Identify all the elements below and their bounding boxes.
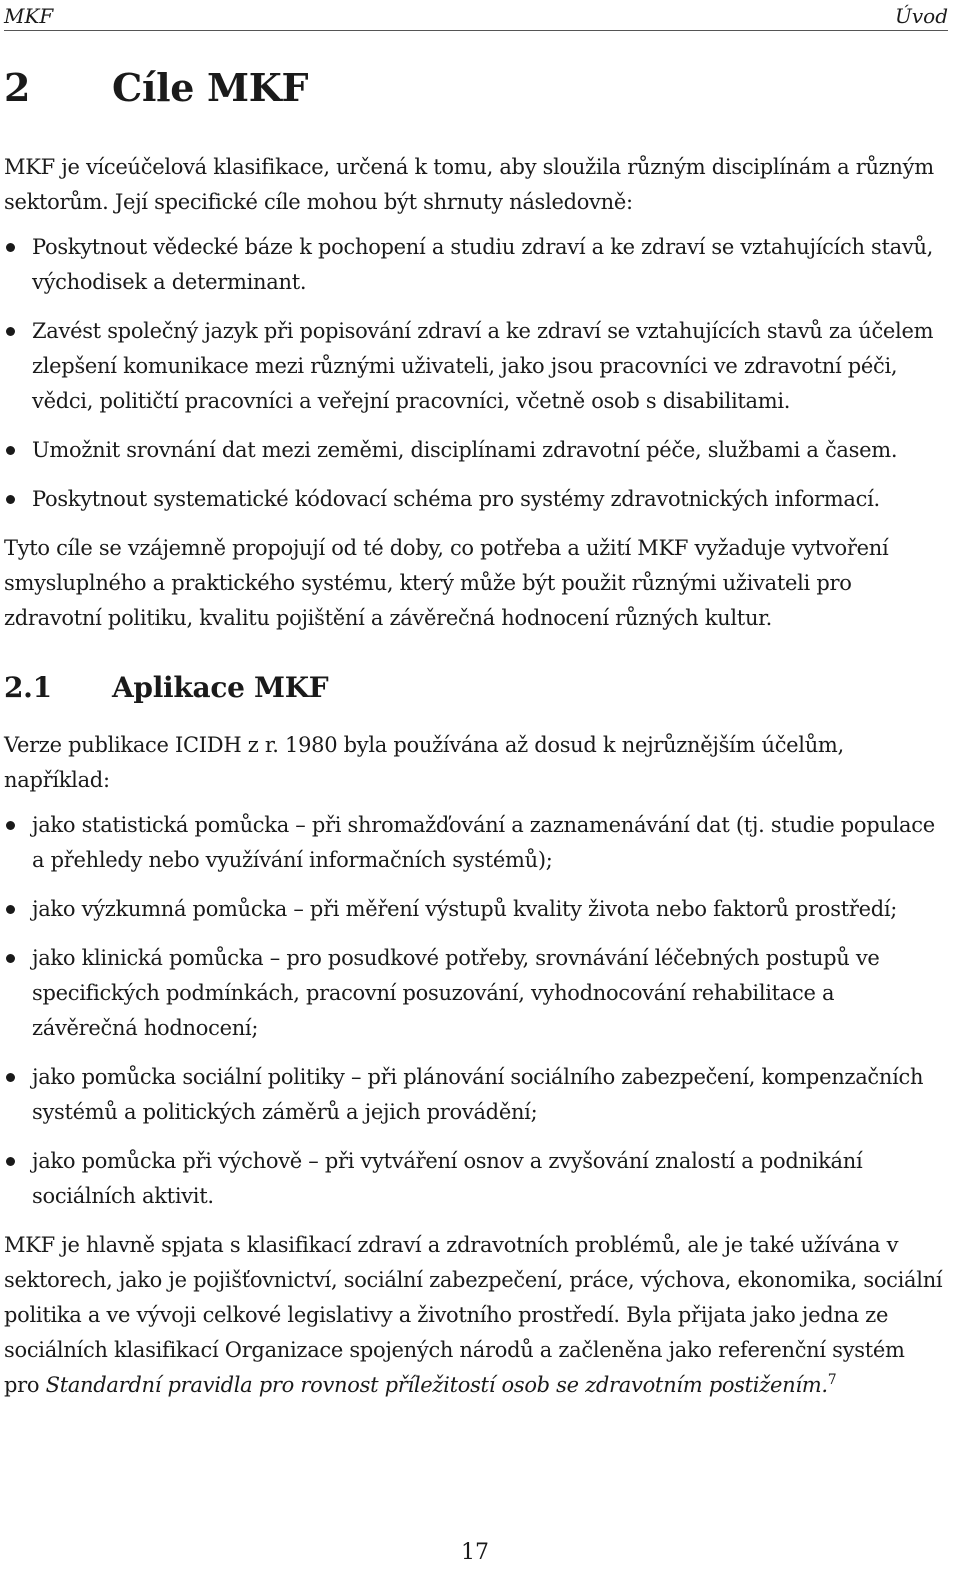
bullet-icon: [6, 446, 15, 455]
bullet-icon: [6, 495, 15, 504]
subsection-heading: [4, 666, 944, 710]
closing-italic-title: Standardní pravidla pro rovnost příležitostí osob se zdravotním postižením.: [45, 1373, 828, 1397]
subsection-title: Aplikace MKF: [112, 671, 329, 704]
running-header: [4, 4, 948, 31]
section-heading: [4, 60, 944, 116]
list-item: [4, 1144, 944, 1214]
section-number: 2: [4, 65, 31, 110]
list-item: [4, 1060, 944, 1130]
bullet-icon: [6, 905, 15, 914]
list-item: [4, 433, 944, 468]
bullet-icon: [6, 1157, 15, 1166]
list-item: [4, 482, 944, 517]
page-content: [4, 60, 944, 1413]
list-item-text: jako statistická pomůcka – při shromažďování a zaznamenávání dat (tj. studie populace a přehledy nebo využívání informačních systémů);: [32, 813, 935, 872]
list-item-text: Zavést společný jazyk při popisování zdraví a ke zdraví se vztahujících stavů za účelem zlepšení komunikace mezi různými uživateli, jako jsou pracovníci ve zdravotní péči, vědci, političtí pracovníci a veřejní pracovníci, včetně osob s disabilitami.: [32, 319, 934, 413]
section-goals-list: [4, 230, 944, 517]
header-right: Úvod: [895, 4, 948, 28]
section-title: Cíle MKF: [112, 65, 309, 110]
section-closing: Tyto cíle se vzájemně propojují od té doby, co potřeba a užití MKF vyžaduje vytvoření smysluplného a praktického systému, který může být použit různými uživateli pro zdravotní politiku, kvalitu pojištění a závěrečná hodnocení různých kultur.: [4, 536, 889, 630]
bullet-icon: [6, 327, 15, 336]
list-item-text: jako pomůcka při výchově – při vytváření osnov a zvyšování znalostí a podnikání sociálních aktivit.: [32, 1149, 863, 1208]
list-item: [4, 892, 944, 927]
bullet-icon: [6, 821, 15, 830]
subsection-intro: Verze publikace ICIDH z r. 1980 byla používána až dosud k nejrůznějším účelům, například:: [4, 733, 844, 792]
section-intro: MKF je víceúčelová klasifikace, určená k tomu, aby sloužila různým disciplínám a různým sektorům. Její specifické cíle mohou být shrnuty následovně:: [4, 155, 934, 214]
subsection-closing: [4, 1228, 944, 1403]
list-item-text: Poskytnout vědecké báze k pochopení a studiu zdraví a ke zdraví se vztahujících stavů, východisek a determinant.: [32, 235, 934, 294]
list-item: [4, 941, 944, 1046]
list-item-text: Poskytnout systematické kódovací schéma pro systémy zdravotnických informací.: [32, 487, 880, 511]
list-item: [4, 808, 944, 878]
list-item-text: jako výzkumná pomůcka – při měření výstupů kvality života nebo faktorů prostředí;: [32, 897, 898, 921]
list-item: [4, 230, 944, 300]
bullet-icon: [6, 1073, 15, 1082]
list-item: [4, 314, 944, 419]
list-item-text: jako klinická pomůcka – pro posudkové potřeby, srovnávání léčebných postupů ve specifických podmínkách, pracovní posuzování, vyhodnocování rehabilitace a závěrečná hodnocení;: [32, 946, 880, 1040]
bullet-icon: [6, 243, 15, 252]
applications-list: [4, 808, 944, 1214]
bullet-icon: [6, 954, 15, 963]
header-left: MKF: [4, 4, 54, 28]
subsection-number: 2.1: [4, 671, 52, 704]
closing-text: MKF je hlavně spjata s klasifikací zdraví a zdravotních problémů, ale je také užívána v sektorech, jako je pojišťovnictví, sociální zabezpečení, práce, výchova, ekonomika, sociální politika a ve vývoji celkové legislativy a životního prostředí. Byla přijata jako jedna ze sociálních klasifikací Organizace spojených národů a začleněna jako referenční systém pro: [4, 1233, 943, 1397]
list-item-text: Umožnit srovnání dat mezi zeměmi, disciplínami zdravotní péče, službami a časem.: [32, 438, 898, 462]
footnote-mark[interactable]: 7: [827, 1372, 837, 1388]
list-item-text: jako pomůcka sociální politiky – při plánování sociálního zabezpečení, kompenzačních systémů a politických záměrů a jejich provádění;: [32, 1065, 924, 1124]
page-number: 17: [461, 1540, 489, 1565]
